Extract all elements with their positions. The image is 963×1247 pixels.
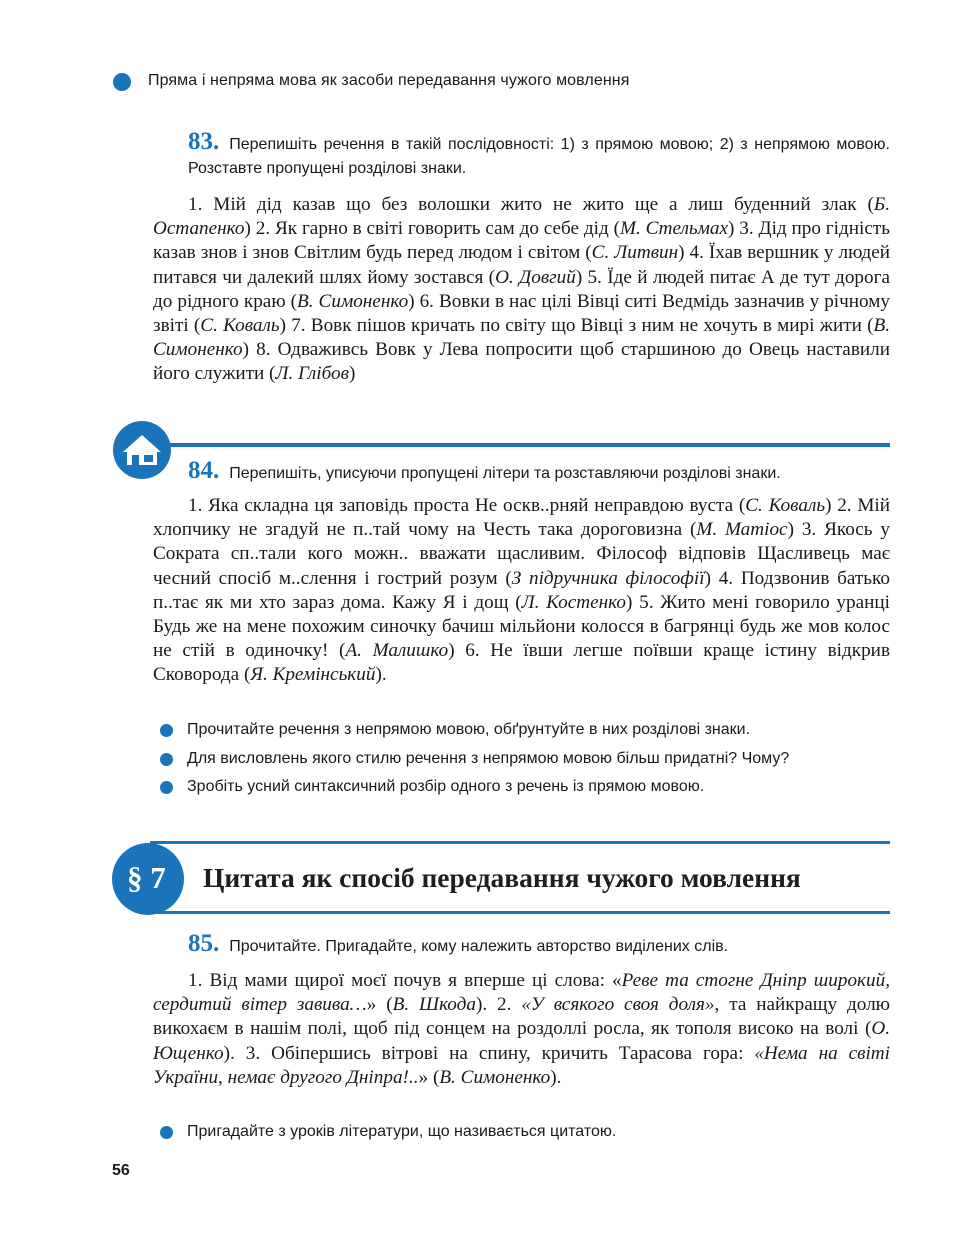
list-item: Для висловлень якого стилю речення з непрямою мовою більш придатні? Чому?: [160, 745, 900, 774]
task-text: Перепишіть речення в такій послідовності: 1) з прямою мовою; 2) з непрямою мовою. Розставте пропущені розділові знаки.: [188, 136, 890, 177]
list-item: Прочитайте речення з непрямою мовою, обґрунтуйте в них розділові знаки.: [160, 716, 900, 745]
section-divider-bottom: [150, 911, 890, 914]
home-task-divider: [168, 443, 890, 447]
exercise-83-task: [153, 130, 890, 181]
page-number: 56: [112, 1162, 130, 1179]
header-bullet-icon: [113, 73, 131, 91]
exercise-84-text: 1. Яка складна ця заповідь проста Не оскв..рняй неправдою вуста (С. Коваль) 2. Мій хлопчику не згадуй не п..тай чому на Честь така дороговизна (М. Матіос) 3. Якось у Сократа сп..тали кого можн.. вважати щасливим. Філософ відповів Щасливець має чесний спосіб м..слення і гострий розум (З підручника філософії) 4. Подзвонив батько п..тає як ми хто зараз дома. Кажу Я і дощ (Л. Костенко) 5. Жито мені говорило уранці Будь же на мене похожим синочку бачиш мільйони колосся в багрянці будь же мов колос не стій в одиночку! (А. Малишко) 6. Не ївши легше поївши краще істину відкрив Сковорода (Я. Кремінський).: [153, 495, 891, 686]
exercise-84: [153, 459, 890, 688]
section-divider-top: [150, 841, 890, 844]
exercise-85-text: 1. Від мами щирої моєї почув я вперше ці слова: «Реве та стогне Дніпр широкий, сердитий вітер завива…» (В. Шкода). 2. «У всякого своя доля», та найкращу долю викохаєм в нашім полі, щоб під сонцем на роздоллі росла, як тополя високо на волі (О. Ющенко). 3. Обіпершись вітрові на спину, кричить Тарасова гора: «Нема на світі України, немає другого Дніпра!..» (В. Симоненко).: [153, 970, 891, 1088]
task-text: Перепишіть, уписуючи пропущені літери та розставляючи розділові знаки.: [229, 465, 781, 482]
section-title: Цитата як спосіб передавання чужого мовлення: [203, 862, 801, 893]
bullet-icon: [160, 753, 173, 766]
bullet-icon: [160, 724, 173, 737]
exercise-number: 83.: [188, 128, 220, 155]
exercise-85-task: [153, 932, 890, 959]
list-item: Зробіть усний синтаксичний розбір одного з речень із прямою мовою.: [160, 773, 900, 802]
exercise-84-task: [153, 459, 890, 486]
bullet-icon: [160, 1126, 173, 1139]
bullet-icon: [160, 781, 173, 794]
task-text: Прочитайте. Пригадайте, кому належить авторство виділених слів.: [229, 938, 729, 955]
exercise-84-questions: [160, 716, 900, 802]
exercise-83: [153, 130, 890, 387]
running-header: Пряма і непряма мова як засоби передавання чужого мовлення: [148, 72, 630, 89]
exercise-85: [153, 932, 890, 1090]
exercise-number: 84.: [188, 457, 220, 484]
list-item: Пригадайте з уроків літератури, що називається цитатою.: [160, 1118, 900, 1147]
exercise-83-text: 1. Мій дід казав що без волошки жито не жито ще а лиш буденний злак (Б. Остапенко) 2. Як гарно в світі говорить сам до себе дід (М. Стельмах) 3. Дід про гідність казав знов і знов Світлим будь перед людом і світом (С. Литвин) 4. Їхав вершник у людей питався чи далекий шлях йому зостався (О. Довгий) 5. Їде й людей питає А де тут дорога до рідного краю (В. Симоненко) 6. Вовки в нас цілі Вівці ситі Ведмідь зазначив у річному звіті (С. Коваль) 7. Вовк пішов кричать по світу що Вівці з ним не хочуть в мирі жити (В. Симоненко) 8. Одваживсь Вовк у Лева попросити щоб старшиною до Овець наставили його служити (Л. Глібов): [153, 194, 891, 385]
exercise-85-questions: [160, 1118, 900, 1147]
exercise-number: 85.: [188, 930, 220, 957]
section-number: § 7: [127, 860, 166, 895]
